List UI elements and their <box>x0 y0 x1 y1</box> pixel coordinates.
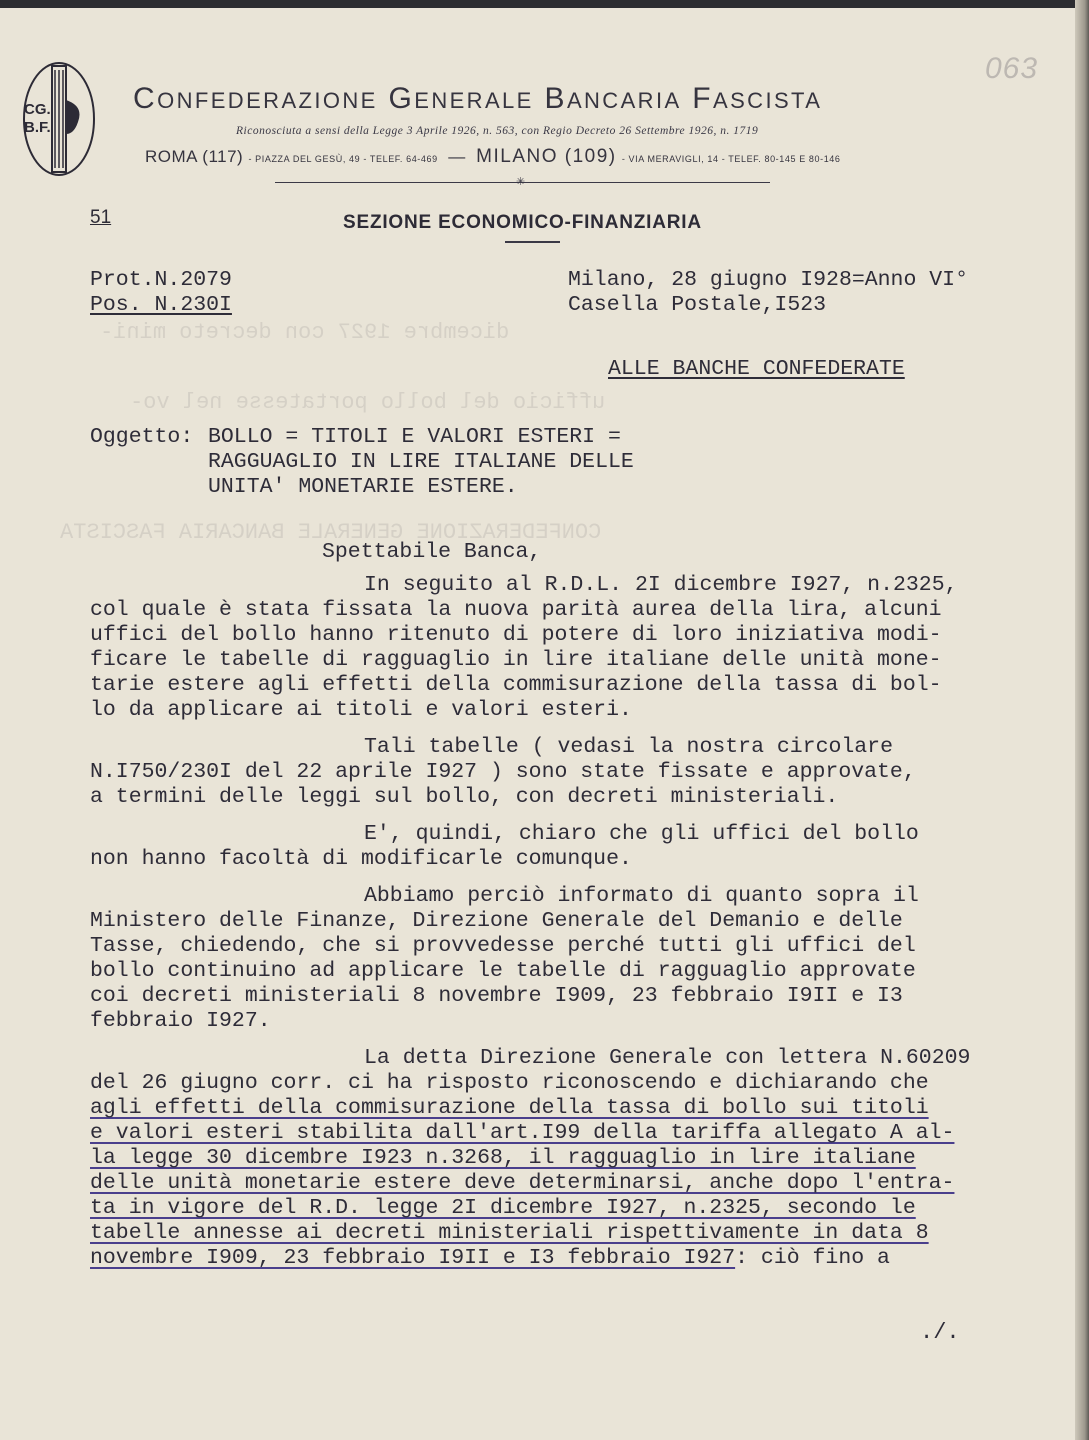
body-line: a termini delle leggi sul bollo, con decreti ministeriali. <box>90 785 839 809</box>
org-word: CONFEDERAZIONE <box>133 82 378 115</box>
logo-initials-cg: CG. <box>24 101 51 118</box>
continuation-mark: ./. <box>920 1320 960 1345</box>
highlighted-line: ta in vigore del R.D. legge 2I dicembre I927, n.2325, secondo le <box>90 1196 916 1220</box>
divider-ornament: ✳ <box>516 175 526 188</box>
highlighted-fragment: novembre I909, 23 febbraio I9II e I3 febbraio I927 <box>90 1246 736 1270</box>
subject-label: Oggetto: <box>90 425 194 449</box>
body-line: Abbiamo perciò informato di quanto sopra il <box>364 884 919 908</box>
place-date: Milano, 28 giugno I928=Anno VI° <box>568 268 968 292</box>
body-line: bollo continuino ad applicare le tabelle di ragguaglio approvate <box>90 959 916 983</box>
position-number: Pos. N.230I <box>90 293 232 317</box>
document-number: 51 <box>90 207 112 228</box>
organization-name <box>133 82 822 116</box>
highlighted-line: agli effetti della commisurazione della tassa di bollo sui titoli <box>90 1096 929 1120</box>
body-line: La detta Direzione Generale con lettera N.60209 <box>364 1046 971 1070</box>
address-roma-detail: - PIAZZA DEL GESÙ, 49 - TELEF. 64-469 <box>248 154 438 164</box>
org-word: BANCARIA <box>544 82 682 115</box>
logo-initials-bf: B.F. <box>24 119 51 136</box>
section-divider <box>505 241 560 243</box>
subject-line: UNITA' MONETARIE ESTERE. <box>208 475 518 499</box>
body-line: N.I750/230I del 22 aprile I927 ) sono state fissate e approvate, <box>90 760 916 784</box>
body-line: col quale è stata fissata la nuova parità aurea della lira, alcuni <box>90 598 942 622</box>
bleed-through-text: CONFEDERAZIONE GENERALE BANCARIA FASCISTA <box>60 520 602 545</box>
address-milano-detail: - VIA MERAVIGLI, 14 - TELEF. 80-145 E 80-146 <box>621 154 841 164</box>
legal-recognition: Riconosciuta a sensi della Legge 3 Aprile 1926, n. 563, con Regio Decreto 26 Settembre 1926, n. 1719 <box>236 125 759 137</box>
highlighted-line: la legge 30 dicembre I923 n.3268, il ragguaglio in lire italiane <box>90 1146 916 1170</box>
protocol-number: Prot.N.2079 <box>90 268 232 292</box>
body-line: uffici del bollo hanno ritenuto di potere di loro iniziativa modi- <box>90 623 942 647</box>
body-fragment: : ciò fino a <box>735 1246 890 1270</box>
bleed-through-text: ufficio del bollo portatesse nel vo- <box>130 390 606 415</box>
body-line: coi decreti ministeriali 8 novembre I909, 23 febbraio I9II e I3 <box>90 984 903 1008</box>
org-word: GENERALE <box>388 82 534 115</box>
body-line: Tasse, chiedendo, che si provvedesse perché tutti gli uffici del <box>90 934 916 958</box>
recipient: ALLE BANCHE CONFEDERATE <box>608 357 905 381</box>
salutation: Spettabile Banca, <box>322 540 542 564</box>
body-line: del 26 giugno corr. ci ha risposto riconoscendo e dichiarando che <box>90 1071 929 1095</box>
body-line: In seguito al R.D.L. 2I dicembre I927, n.2325, <box>364 573 958 597</box>
bleed-through-text: dicembre 1927 con decreto mini- <box>100 320 510 345</box>
body-line: E', quindi, chiaro che gli uffici del bollo <box>364 822 919 846</box>
section-title: SEZIONE ECONOMICO-FINANZIARIA <box>343 212 702 233</box>
body-line <box>90 1246 890 1270</box>
body-line: non hanno facoltà di modificarle comunque. <box>90 847 632 871</box>
highlighted-line: delle unità monetarie estere deve determinarsi, anche dopo l'entra- <box>90 1171 955 1195</box>
body-line: febbraio I927. <box>90 1009 271 1033</box>
body-line: tarie estere agli effetti della commisurazione della tassa di bol- <box>90 673 942 697</box>
address-roma-city: ROMA (117) <box>145 147 244 166</box>
subject-line: RAGGUAGLIO IN LIRE ITALIANE DELLE <box>208 450 634 474</box>
archive-number: 063 <box>985 52 1039 85</box>
confederation-logo <box>22 60 96 178</box>
org-word: FASCISTA <box>692 82 823 115</box>
body-line: lo da applicare ai titoli e valori esteri. <box>90 698 632 722</box>
body-line: Tali tabelle ( vedasi la nostra circolare <box>364 735 893 759</box>
body-line: ficare le tabelle di ragguaglio in lire italiane delle unità mone- <box>90 648 942 672</box>
address-milano-city: MILANO (109) <box>476 146 617 167</box>
address-line <box>145 146 841 168</box>
top-scan-edge <box>0 0 1089 8</box>
body-line: Ministero delle Finanze, Direzione Generale del Demanio e delle <box>90 909 903 933</box>
po-box: Casella Postale,I523 <box>568 293 827 317</box>
subject-line: BOLLO = TITOLI E VALORI ESTERI = <box>208 425 621 449</box>
address-separator: — <box>448 147 466 166</box>
highlighted-line: tabelle annesse ai decreti ministeriali rispettivamente in data 8 <box>90 1221 929 1245</box>
highlighted-line: e valori esteri stabilita dall'art.I99 della tariffa allegato A al- <box>90 1121 955 1145</box>
right-scan-edge <box>1075 0 1089 1440</box>
